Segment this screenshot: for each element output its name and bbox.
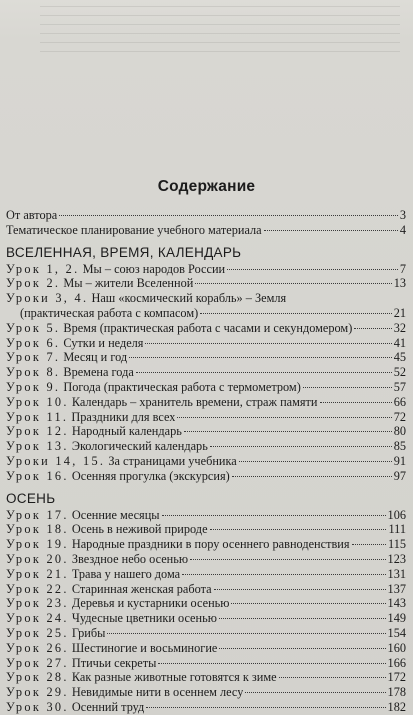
toc-entry-continuation [6,306,406,321]
toc-entry [6,670,406,685]
page-number: 80 [393,424,406,439]
dot-leader [279,677,386,678]
entry-title: Экологический календарь [71,439,208,454]
toc-entry [6,291,406,306]
toc-entry [6,656,406,671]
dot-leader [184,431,392,432]
lesson-number: Урок 18. [6,522,69,537]
page-number: 131 [387,566,406,581]
toc-entry [6,596,406,611]
page-number: 3 [399,208,406,222]
dot-leader [320,402,392,403]
entry-title: Осенние месяцы [71,507,160,522]
page-number: 13 [393,276,406,291]
lesson-number: Урок 30. [6,699,69,714]
toc-entry [6,223,406,238]
page-number: 4 [399,222,406,237]
page-number: 115 [388,537,406,552]
lesson-number: Урок 19. [6,537,69,552]
table-of-contents [6,208,406,715]
toc-entry [6,395,406,410]
toc-entry [6,276,406,291]
toc-entry [6,567,406,582]
dot-leader [231,603,385,604]
entry-title: Наш «космический корабль» – Земля [91,291,287,306]
dot-leader [232,476,392,477]
dot-leader [264,230,398,231]
page-number: 41 [393,335,406,350]
entry-title: Звездное небо осенью [71,551,189,566]
toc-entry [6,336,406,351]
entry-title: Погода (практическая работа с термометром) [63,379,301,394]
entry-title: Невидимые нити в осеннем лесу [71,685,244,700]
dot-leader [107,633,385,634]
dot-leader [245,692,385,693]
entry-title: Деревья и кустарники осенью [71,596,230,611]
dot-leader [162,515,386,516]
page-number: 137 [387,581,406,596]
toc-entry [6,611,406,626]
lesson-number: Урок 17. [6,507,69,522]
dot-leader [136,372,392,373]
page-number: 154 [387,625,406,640]
entry-title: Птичьи секреты [71,655,157,670]
dot-leader [200,313,392,314]
dot-leader [129,357,392,358]
entry-title: Народные праздники в пору осеннего равноденствия [71,537,350,552]
toc-entry [6,424,406,439]
lesson-number: Уроки 14, 15. [6,453,106,468]
page-number: 97 [393,468,406,483]
lesson-number: Урок 2. [6,276,61,291]
entry-title: Как разные животные готовятся к зиме [71,670,277,685]
lesson-number: Урок 21. [6,566,69,581]
page-number: 143 [387,596,406,611]
toc-entry [6,380,406,395]
dot-leader [145,343,391,344]
entry-title: Трава у нашего дома [71,566,181,581]
entry-title: Тематическое планирование учебного материала [6,222,262,237]
dot-leader [146,707,385,708]
toc-entry [6,454,406,469]
dot-leader [210,529,387,530]
entry-title: Время (практическая работа с часами и секундомером) [63,320,353,335]
lesson-number: Урок 29. [6,685,69,700]
page-number: 66 [393,394,406,409]
toc-entry [6,365,406,380]
dot-leader [227,269,398,270]
entry-title: Старинная женская работа [71,581,212,596]
entry-title: Грибы [71,625,106,640]
lesson-number: Уроки 3, 4. [6,291,89,306]
lesson-number: Урок 5. [6,320,61,335]
toc-entry [6,700,406,715]
dot-leader [214,589,386,590]
page-number: 7 [399,261,406,276]
page-number: 57 [393,379,406,394]
page-number: 123 [387,551,406,566]
entry-title: Времена года [63,365,134,380]
entry-title: Сутки и неделя [63,335,144,350]
entry-title: Праздники для всех [71,409,176,424]
toc-entry [6,537,406,552]
page-number: 160 [387,640,406,655]
page-number: 45 [393,350,406,365]
toc-entry [6,641,406,656]
lesson-number: Урок 24. [6,611,69,626]
entry-title: Чудесные цветники осенью [71,611,217,626]
page-number: 32 [393,320,406,335]
page-number: 172 [387,670,406,685]
lesson-number: Урок 6. [6,335,61,350]
bleed-through [40,6,400,66]
entry-title: Осенняя прогулка (экскурсия) [71,468,230,483]
toc-entry [6,262,406,277]
lesson-number: Урок 22. [6,581,69,596]
lesson-number: Урок 25. [6,625,69,640]
dot-leader [177,417,391,418]
page-number: 182 [387,699,406,714]
page-number: 85 [393,439,406,454]
lesson-number: Урок 9. [6,379,61,394]
entry-title: Мы – жители Вселенной [63,276,194,291]
toc-entry [6,469,406,484]
toc-entry [6,582,406,597]
entry-title: От автора [6,208,58,222]
dot-leader [210,446,392,447]
toc-entry [6,552,406,567]
toc-entry [6,522,406,537]
page-number: 166 [387,655,406,670]
toc-sections [6,243,406,715]
page-number: 111 [388,522,406,537]
section-heading: ВСЕЛЕННАЯ, ВРЕМЯ, КАЛЕНДАРЬ [6,244,242,260]
dot-leader [352,544,387,545]
lesson-number: Урок 28. [6,670,69,685]
lesson-number: Урок 13. [6,439,69,454]
toc-entry [6,439,406,454]
lesson-number: Урок 11. [6,409,69,424]
lesson-number: Урок 16. [6,468,69,483]
page-number: 149 [387,611,406,626]
entry-title: Осень в неживой природе [71,522,208,537]
entry-title: Мы – союз народов России [82,261,226,276]
page-title: Содержание [157,178,256,195]
entry-title: Календарь – хранитель времени, страж памяти [71,394,318,409]
entry-title-continuation: (практическая работа с компасом) [20,305,199,320]
dot-leader [182,574,385,575]
dot-leader [219,618,386,619]
page-number: 106 [387,507,406,522]
lesson-number: Урок 10. [6,394,69,409]
dot-leader [195,283,391,284]
toc-entry [6,626,406,641]
lesson-number: Урок 1, 2. [6,261,80,276]
lesson-number: Урок 12. [6,424,69,439]
toc-entry [6,350,406,365]
toc-entry [6,508,406,523]
lesson-number: Урок 27. [6,655,69,670]
dot-leader [239,461,392,462]
page-number: 52 [393,365,406,380]
dot-leader [190,559,385,560]
lesson-number: Урок 20. [6,551,69,566]
lesson-number: Урок 8. [6,365,61,380]
entry-title: Шестиногие и восьминогие [71,640,218,655]
toc-entry [6,410,406,425]
dot-leader [219,648,385,649]
lesson-number: Урок 7. [6,350,61,365]
entry-title: Месяц и год [63,350,128,365]
page-number: 21 [393,305,406,320]
dot-leader [354,328,391,329]
page-number: 72 [393,409,406,424]
entry-title: Осенний труд [71,699,145,714]
page-number: 178 [387,685,406,700]
entry-title: Народный календарь [71,424,182,439]
toc-entry [6,685,406,700]
toc-entry [6,321,406,336]
toc-entry [6,208,406,223]
dot-leader [59,215,398,216]
lesson-number: Урок 26. [6,640,69,655]
page-number: 91 [393,453,406,468]
section-heading: ОСЕНЬ [6,490,56,506]
dot-leader [303,387,392,388]
entry-title: За страницами учебника [108,453,237,468]
lesson-number: Урок 23. [6,596,69,611]
dot-leader [158,663,385,664]
